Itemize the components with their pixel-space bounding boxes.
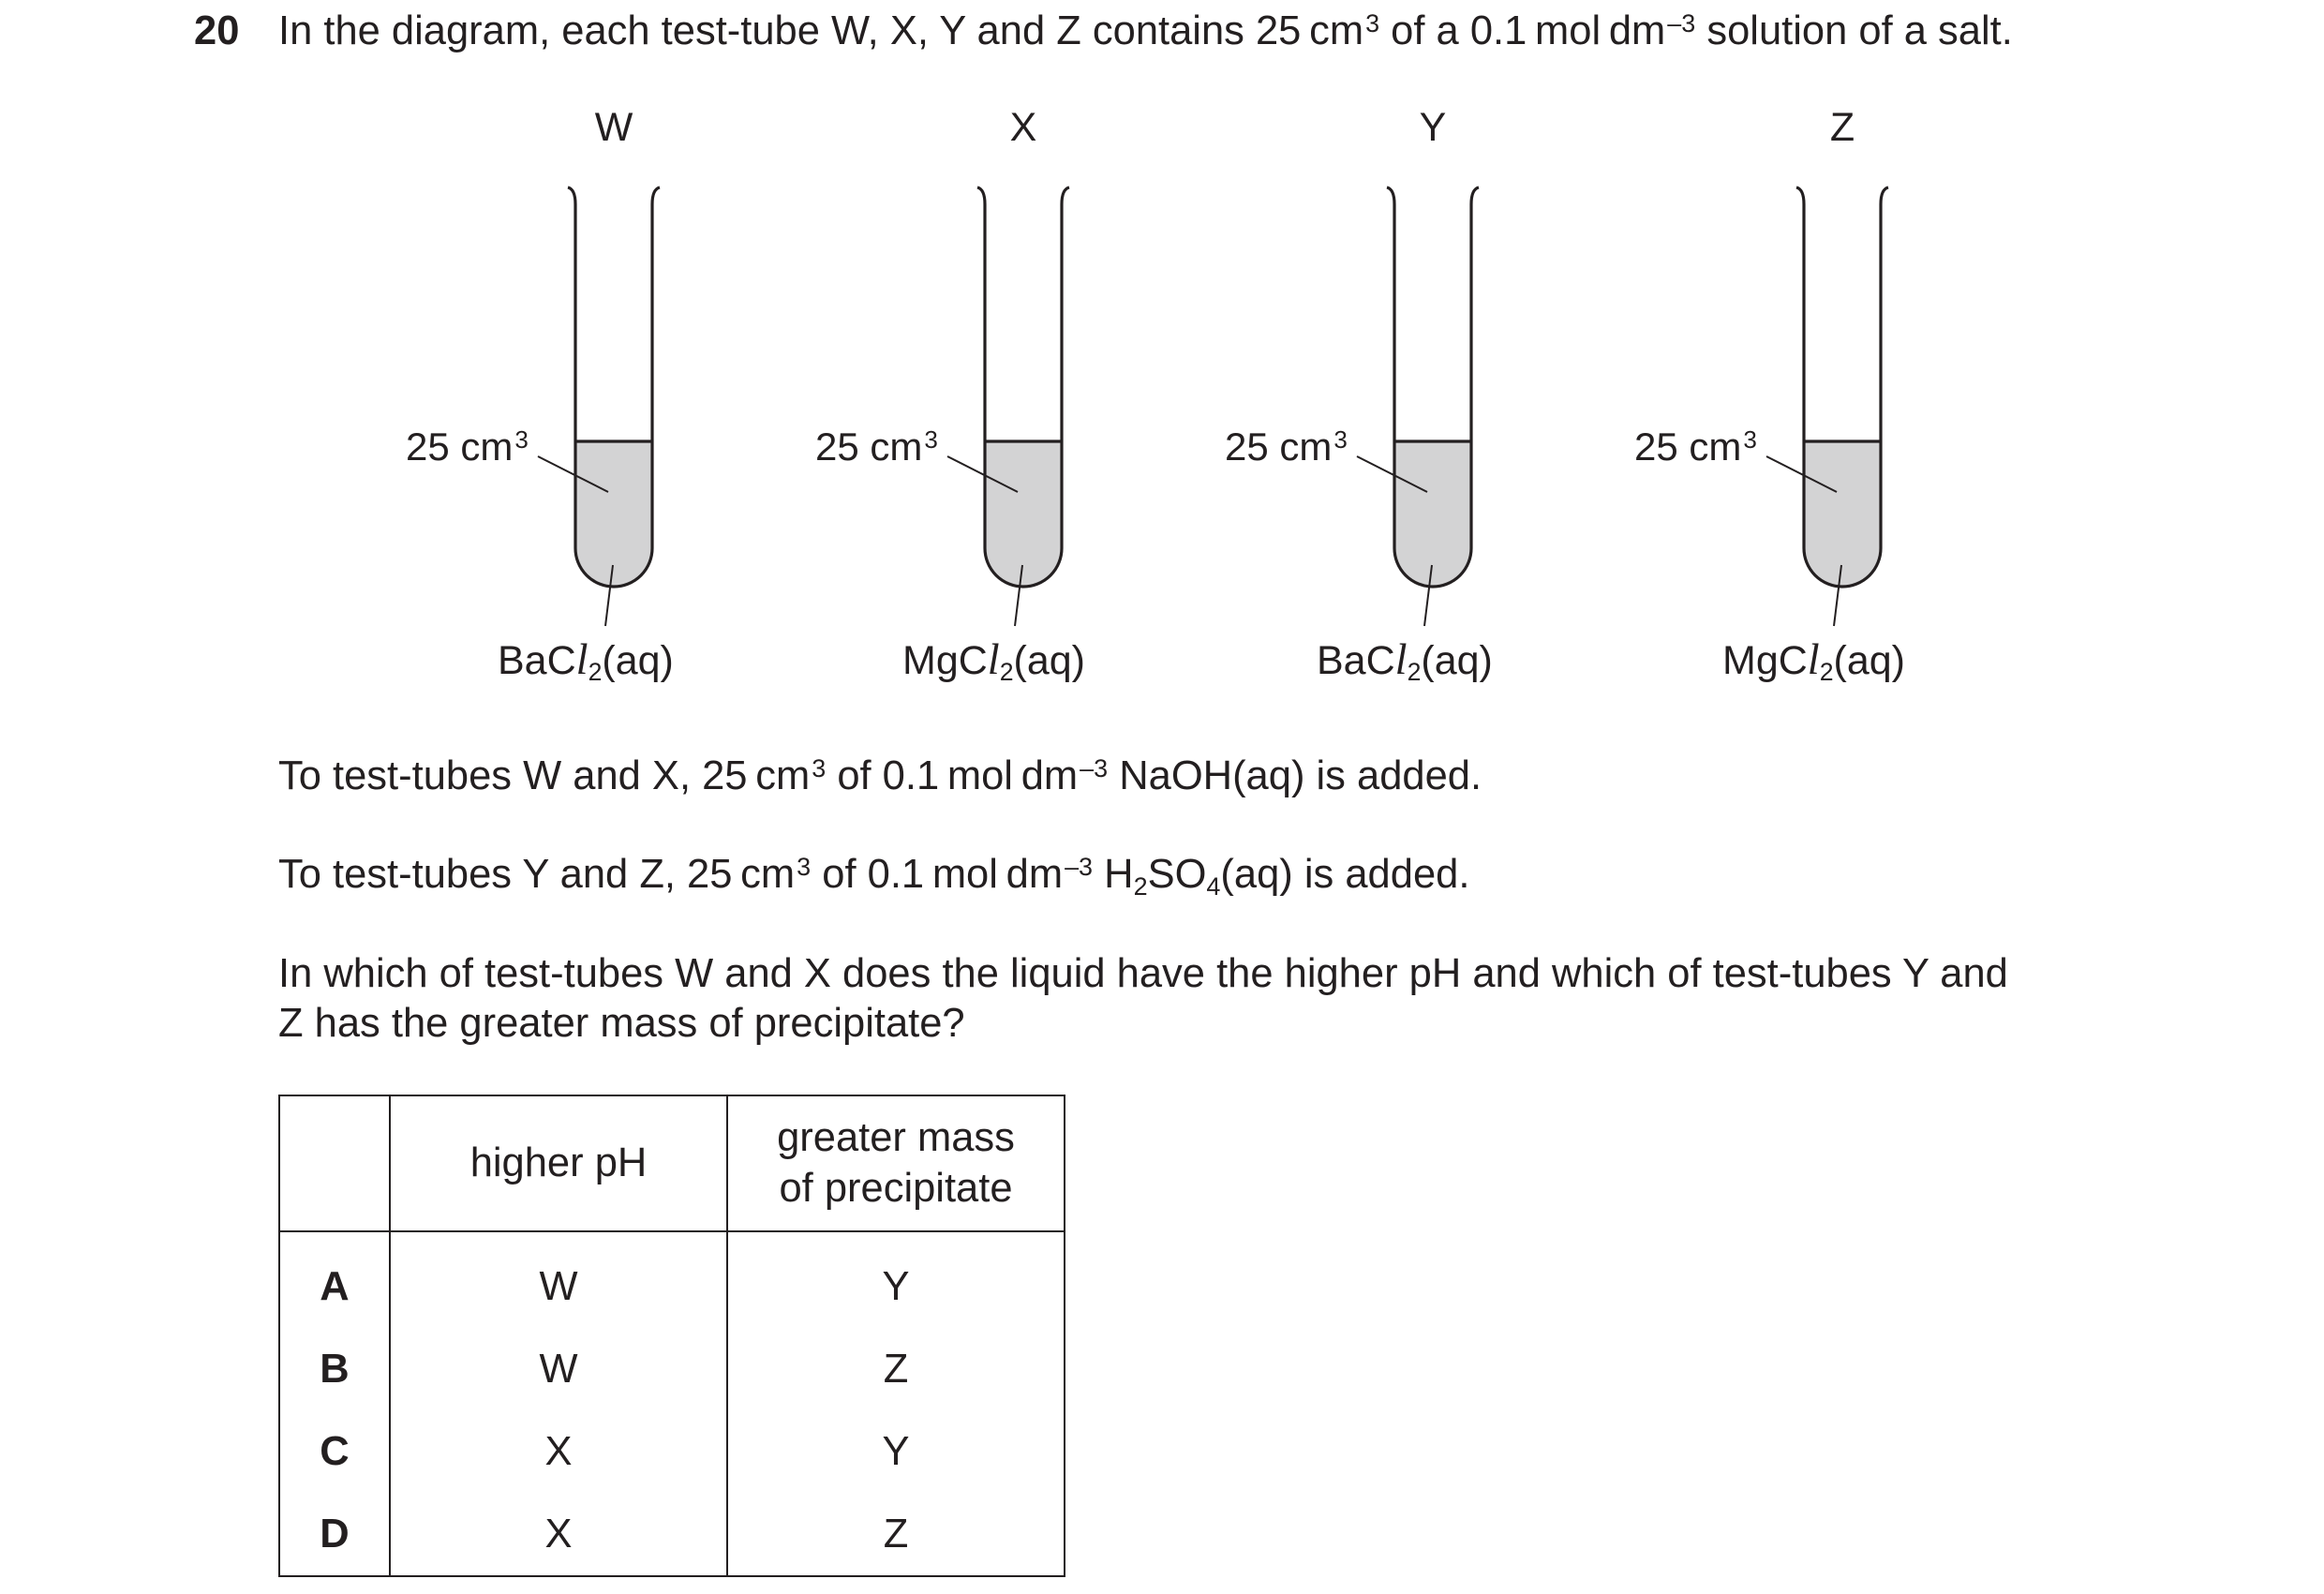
table-header-greater-mass: greater mass of precipitate — [727, 1095, 1065, 1231]
statement-h2so4: To test-tubes Y and Z, 25 $cm^3$ of 0.1 mol $dm^{-3}$ $H_2SO_4(aq)$ is added. — [278, 852, 1470, 901]
option-greater-mass: Y — [727, 1410, 1065, 1493]
answer-table — [278, 1095, 1065, 1577]
option-higher-ph: X — [390, 1493, 727, 1576]
liquid-z — [1804, 441, 1881, 587]
volume-label-x: 25 $cm^3$ — [815, 425, 938, 469]
volume-label-w: 25 $cm^3$ — [406, 425, 529, 469]
liquid-y — [1394, 441, 1471, 587]
option-greater-mass: Y — [727, 1231, 1065, 1328]
tube-label-z: Z — [1829, 105, 1855, 150]
option-key: A — [279, 1231, 390, 1328]
tube-label-y: Y — [1419, 105, 1447, 150]
answer-option-a[interactable] — [279, 1231, 1065, 1328]
volume-label-z: 25 $cm^3$ — [1634, 425, 1757, 469]
volume-label-y: 25 $cm^3$ — [1225, 425, 1348, 469]
liquid-x — [985, 441, 1062, 587]
statement-naoh: To test-tubes W and X, 25 $cm^3$ of 0.1 mol $dm^{-3}$ NaOH(aq) is added. — [278, 753, 1482, 798]
table-header-row — [279, 1095, 1065, 1231]
option-key: D — [279, 1493, 390, 1576]
option-key: C — [279, 1410, 390, 1493]
salt-label-x: MgCl$_2$(aq) — [902, 636, 1085, 687]
question-prompt-line2: Z has the greater mass of precipitate? — [278, 1001, 965, 1046]
question-prompt-line1: In which of test-tubes W and X does the liquid have the higher pH and which of test-tubes Y and — [278, 951, 2008, 996]
liquid-w — [575, 441, 652, 587]
salt-label-z: MgCl$_2$(aq) — [1722, 636, 1905, 687]
salt-label-y: BaCl$_2$(aq) — [1317, 636, 1493, 687]
question-number: 20 — [194, 8, 240, 53]
question-intro: In the diagram, each test-tube W, X, Y and Z contains 25 $cm^3$ of a 0.1 mol $dm^{-3}$ solution of a salt. — [278, 8, 2013, 53]
tube-label-w: W — [594, 105, 633, 150]
option-greater-mass: Z — [727, 1328, 1065, 1410]
option-greater-mass: Z — [727, 1493, 1065, 1576]
answer-option-b[interactable] — [279, 1328, 1065, 1410]
option-higher-ph: X — [390, 1410, 727, 1493]
test-tube-diagram — [0, 0, 2324, 750]
option-higher-ph: W — [390, 1231, 727, 1328]
table-header-higher-ph: higher pH — [390, 1095, 727, 1231]
option-higher-ph: W — [390, 1328, 727, 1410]
answer-option-d[interactable] — [279, 1493, 1065, 1576]
salt-label-w: BaCl$_2$(aq) — [498, 636, 674, 687]
table-header-key — [279, 1095, 390, 1231]
tube-label-x: X — [1009, 105, 1037, 150]
option-key: B — [279, 1328, 390, 1410]
answer-option-c[interactable] — [279, 1410, 1065, 1493]
